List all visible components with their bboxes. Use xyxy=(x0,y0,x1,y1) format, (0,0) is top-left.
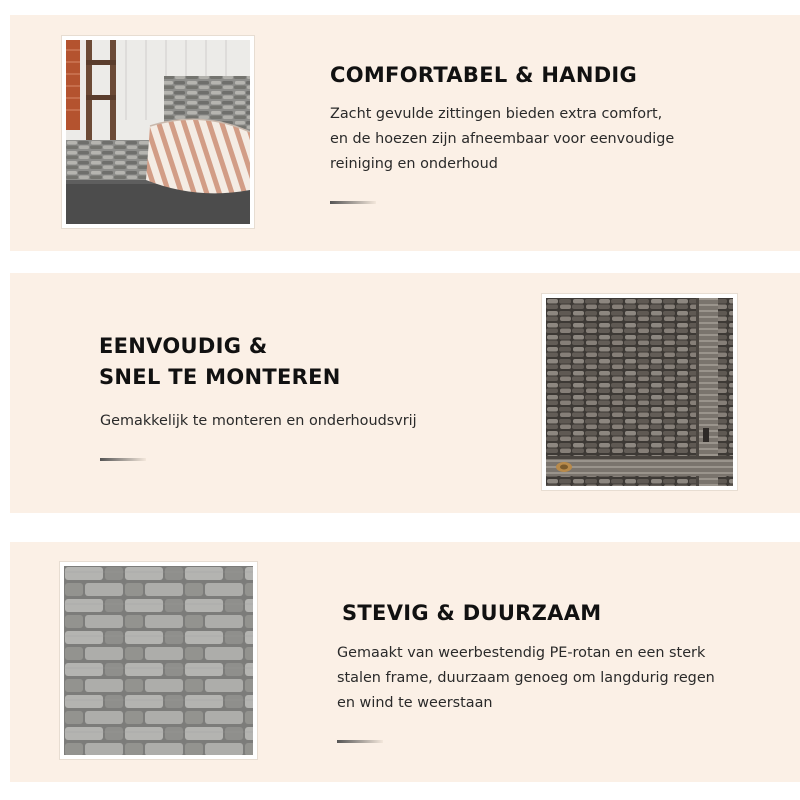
wicker-sofa-photo xyxy=(62,36,254,228)
feature-description-line: Zacht gevulde zittingen bieden extra comfort, xyxy=(330,106,663,122)
feature-description xyxy=(100,409,417,434)
feature-description xyxy=(330,102,674,177)
feature-description-line: Gemaakt van weerbestendig PE-rotan en een sterk xyxy=(337,645,706,661)
feature-description-line: en de hoezen zijn afneembaar voor eenvoudige xyxy=(330,131,675,147)
accent-divider xyxy=(337,740,383,743)
feature-description-line: reiniging en onderhoud xyxy=(330,156,498,172)
feature-panel-assembly xyxy=(10,273,800,513)
feature-panel-comfort xyxy=(10,15,800,251)
rattan-weave-photo xyxy=(60,562,257,759)
feature-panel-durability xyxy=(10,542,800,782)
feature-description xyxy=(337,641,715,716)
feature-title xyxy=(330,60,637,91)
feature-description-line: Gemakkelijk te monteren en onderhoudsvrij xyxy=(100,413,417,429)
feature-title xyxy=(99,331,341,393)
feature-description-line: en wind te weerstaan xyxy=(337,695,493,711)
feature-description-line: stalen frame, duurzaam genoeg om langdurig regen xyxy=(337,670,715,686)
feature-title-line: COMFORTABEL & HANDIG xyxy=(330,63,638,87)
wicker-frame-photo xyxy=(542,294,737,490)
feature-title xyxy=(342,598,601,629)
feature-title-line: SNEL TE MONTEREN xyxy=(99,365,341,389)
feature-title-line: EENVOUDIG & xyxy=(99,334,268,358)
feature-title-line: STEVIG & DUURZAAM xyxy=(342,601,602,625)
accent-divider xyxy=(330,201,376,204)
accent-divider xyxy=(100,458,146,461)
